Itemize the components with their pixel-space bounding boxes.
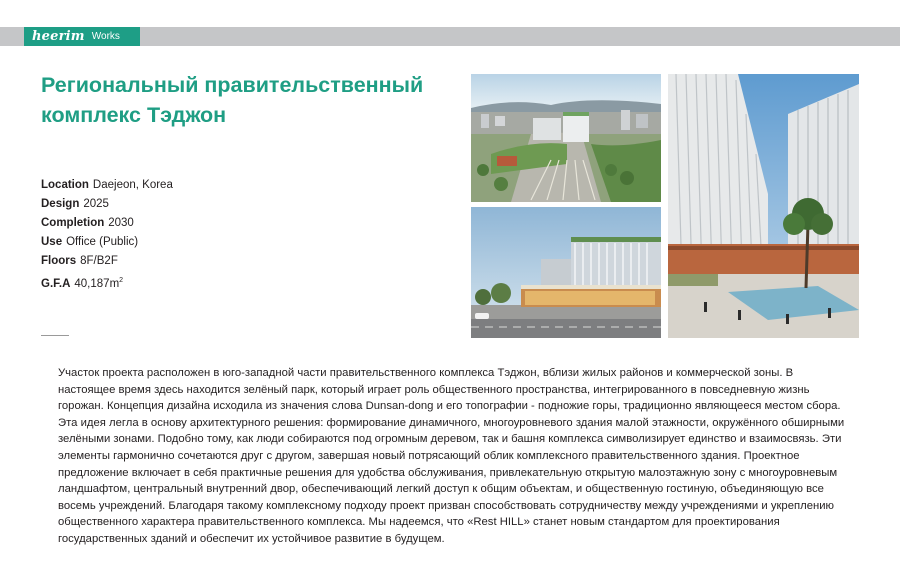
spec-gfa — [41, 271, 173, 290]
spec-value: 8F/B2F — [80, 255, 118, 267]
project-specs — [41, 176, 173, 290]
header-bar — [0, 27, 900, 46]
spec-completion — [41, 214, 173, 233]
divider — [41, 335, 69, 336]
project-description: Участок проекта расположен в юго-западной части правительственного комплекса Тэджон, вблизи жилых районов и коммерческой зоны. В настоящее время здесь находится зелёный парк, который играет роль общественного пространства, интегрированного в повседневную жизнь горожан. Концепция дизайна исходила из значения слова Dunsan-dong и его топографии - подножие горы, традиционно являющееся местом сбора. Эта идея легла в основу архитектурного решения: формирование динамичного, многоуровневого здания малой этажности, окружённого обширными зелёными зонами. Подобно тому, как люди собираются под огромным деревом, так и башня комплекса символизирует единство и взаимосвязь. Эти элементы гармонично сочетаются друг с другом, завершая новый потрясающий облик комплексного правительственного здания. Проектное предложение включает в себя практичные решения для удобства обслуживания, привлекательную открытую малоэтажную зону с многоуровневым ландшафтом, центральный внутренний двор, обеспечивающий легкий доступ к общим объектам, и общественную гостиную, объединяющую все восемь учреждений. Благодаря такому комплексному подходу проект призван способствовать сотрудничеству между учреждениями и укреплению общественного характера правительственного комплекса. Мы надеемся, что «Rest HILL» станет новым стандартом для проектирования государственных зданий и обеспечит их устойчивое развитие в будущем. — [58, 367, 845, 545]
aerial-rendering-image — [471, 74, 661, 202]
street-rendering-image — [471, 207, 661, 338]
spec-value: Daejeon, Korea — [92, 179, 173, 191]
spec-value: 2025 — [83, 198, 109, 210]
spec-floors — [41, 252, 173, 271]
page-title — [41, 70, 451, 130]
gfa-number: 40,187m — [74, 277, 120, 290]
spec-label: Completion — [41, 217, 105, 229]
spec-label: Location — [41, 179, 89, 191]
spec-use — [41, 233, 173, 252]
section-label: Works — [91, 31, 120, 42]
spec-design — [41, 195, 173, 214]
spec-value — [74, 278, 123, 290]
brand-logo: heerim — [32, 29, 85, 44]
courtyard-rendering-image — [668, 74, 859, 338]
brand-tab — [24, 27, 140, 46]
spec-label: G.F.A — [41, 277, 71, 290]
spec-value: 2030 — [108, 217, 134, 229]
title-line-1: Региональный правительственный — [41, 73, 424, 97]
spec-label: Design — [41, 198, 80, 210]
spec-location — [41, 176, 173, 195]
spec-value: Office (Public) — [66, 236, 139, 248]
gfa-unit-superscript: 2 — [119, 277, 124, 284]
title-line-2: комплекс Тэджон — [41, 103, 227, 127]
spec-label: Floors — [41, 255, 77, 267]
spec-label: Use — [41, 236, 63, 248]
